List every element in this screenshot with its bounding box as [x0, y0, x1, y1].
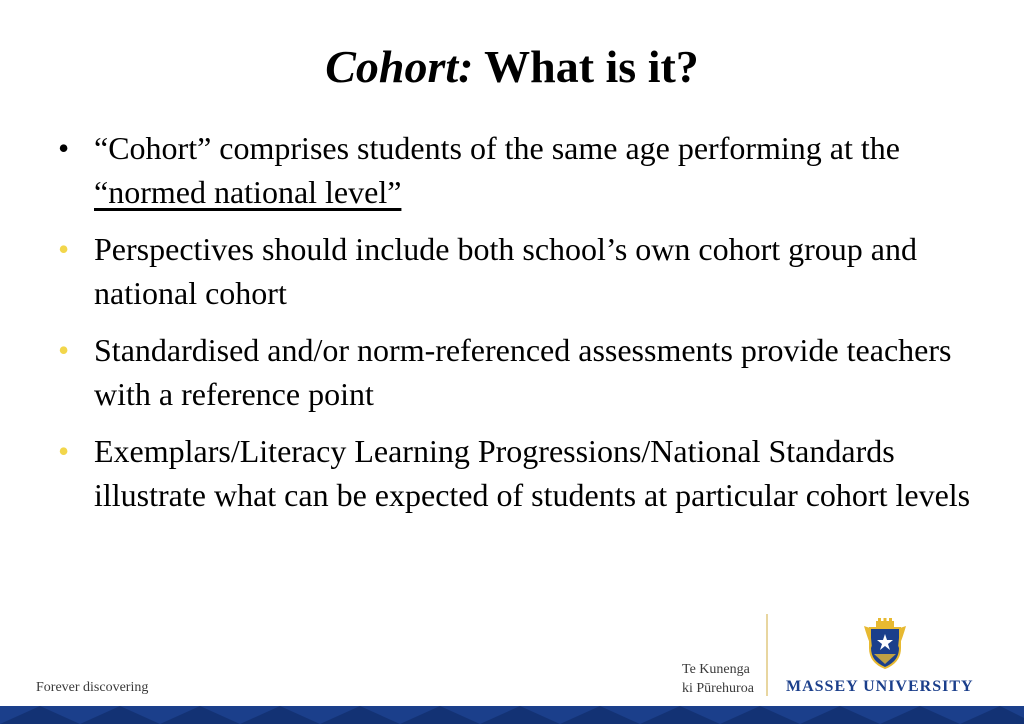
bullet-item — [58, 429, 988, 517]
footer-bar — [0, 706, 1024, 724]
bullet-dot: • — [58, 332, 70, 368]
university-crest-icon — [862, 618, 908, 670]
bullet-text: “Cohort” comprises students of the same age performing at the — [94, 130, 900, 166]
title-rest: What is it? — [473, 41, 699, 92]
bullet-list — [58, 126, 988, 530]
maori-tagline-line1: Te Kunenga — [682, 662, 750, 677]
bullet-dot: • — [58, 130, 70, 166]
bullet-item — [58, 227, 988, 315]
bullet-dot: • — [58, 433, 70, 469]
bullet-text: Perspectives should include both school’s own cohort group and national cohort — [94, 231, 917, 311]
maori-tagline-line2: ki Pūrehuroa — [682, 681, 754, 696]
slide-title — [0, 38, 1024, 96]
bullet-item — [58, 328, 988, 416]
title-italic: Cohort: — [325, 41, 474, 92]
maori-tagline — [682, 660, 762, 698]
normed-national-level-link[interactable]: “normed national level” — [94, 174, 402, 210]
footer-tagline: Forever discovering — [36, 680, 149, 695]
bullet-text: Standardised and/or norm-referenced assessments provide teachers with a reference point — [94, 332, 952, 412]
footer-divider — [766, 614, 768, 696]
bullet-item — [58, 126, 988, 214]
bullet-text: Exemplars/Literacy Learning Progressions/National Standards illustrate what can be expected of students at particular cohort levels — [94, 433, 971, 513]
university-name: MASSEY UNIVERSITY — [786, 678, 974, 695]
bullet-dot: • — [58, 231, 70, 267]
